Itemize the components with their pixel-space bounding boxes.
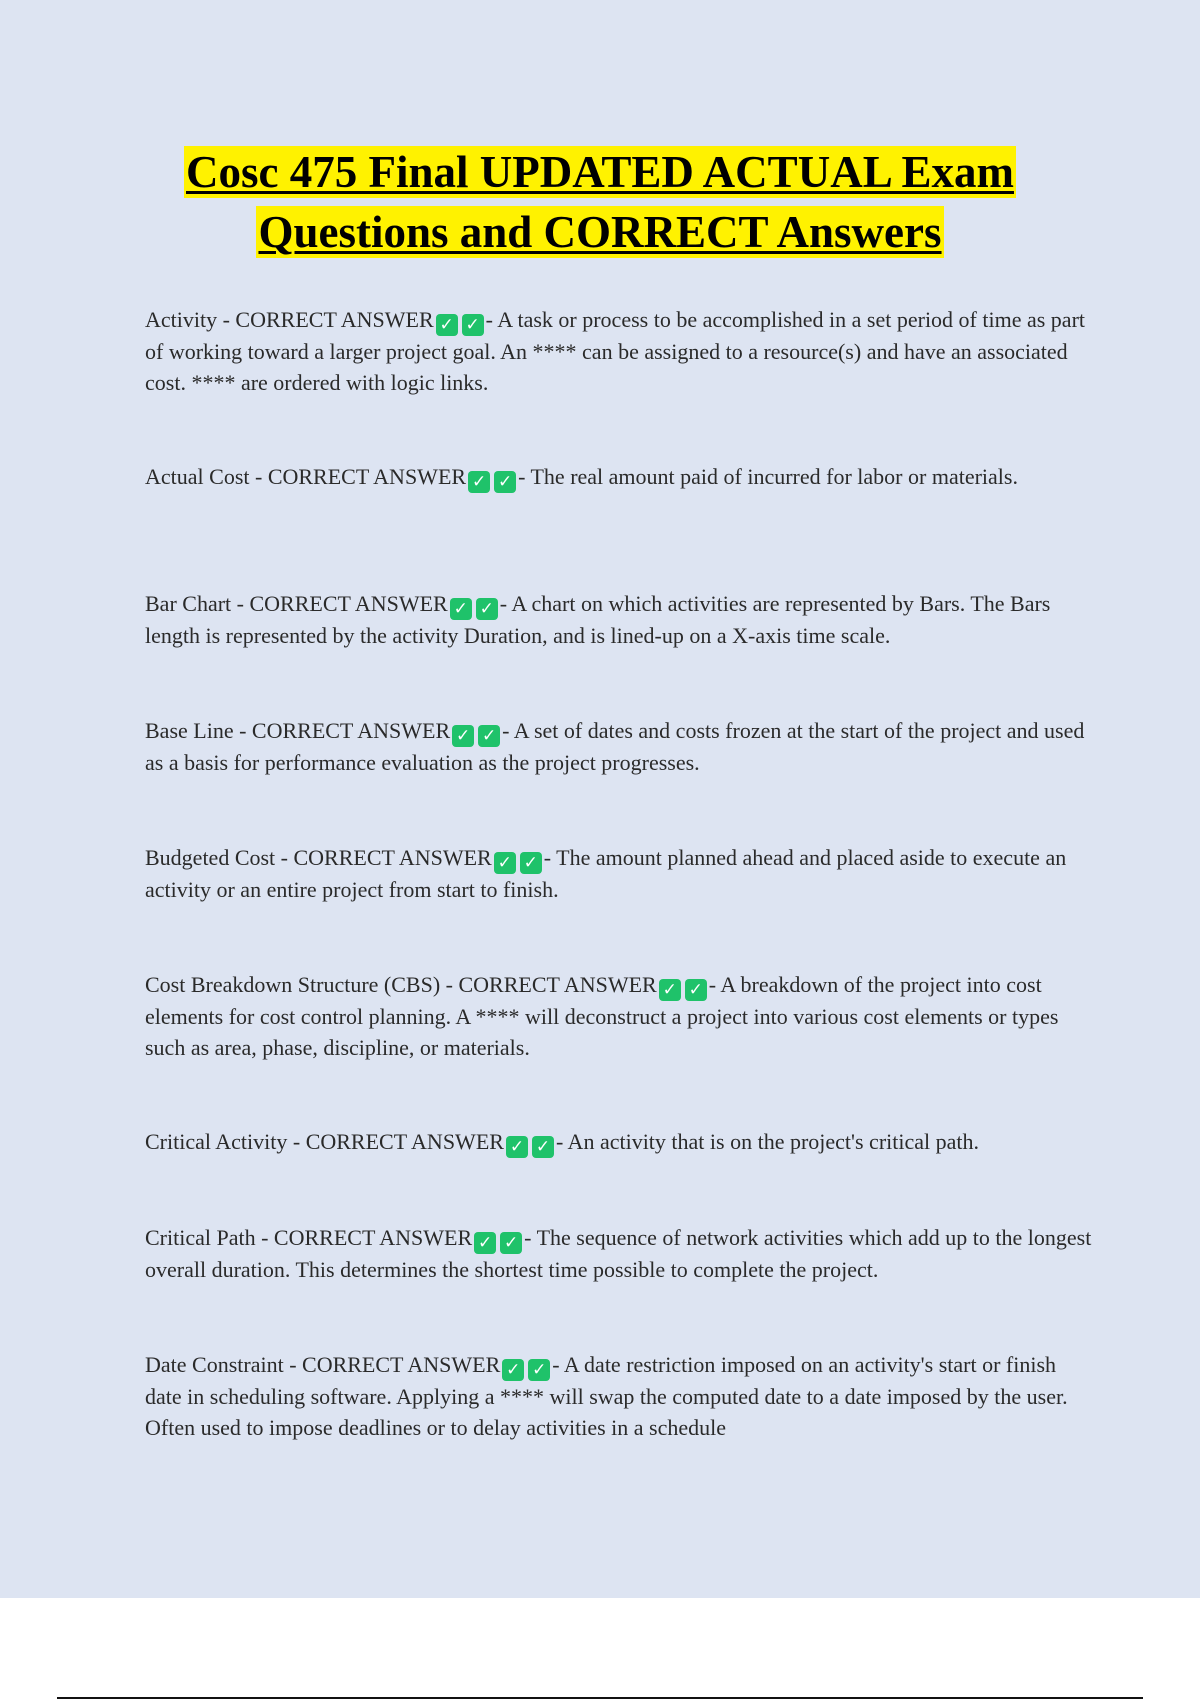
entry-term: Critical Activity - CORRECT ANSWER: [145, 1129, 504, 1154]
qa-entry-actual-cost: [145, 461, 1095, 493]
check-mark-icon: ✓: [659, 979, 681, 1001]
document-title: [0, 146, 1200, 258]
check-mark-icon: ✓: [520, 852, 542, 874]
entry-term: Actual Cost - CORRECT ANSWER: [145, 464, 467, 489]
title-line-1: Cosc 475 Final UPDATED ACTUAL Exam: [186, 147, 1014, 197]
check-mark-icon: ✓: [452, 725, 474, 747]
qa-entry-bar-chart: [145, 588, 1095, 651]
qa-entry-cost-breakdown-structure: [145, 969, 1095, 1063]
check-mark-icon: ✓: [494, 852, 516, 874]
title-line-2: Questions and CORRECT Answers: [258, 207, 942, 257]
qa-entry-critical-path: [145, 1222, 1095, 1285]
entry-term: Activity - CORRECT ANSWER: [145, 307, 434, 332]
qa-entry-base-line: [145, 715, 1095, 778]
entry-term: Date Constraint - CORRECT ANSWER: [145, 1352, 501, 1377]
check-mark-icon: ✓: [532, 1136, 554, 1158]
entry-term: Bar Chart - CORRECT ANSWER: [145, 591, 448, 616]
check-mark-icon: ✓: [450, 598, 472, 620]
check-mark-icon: ✓: [685, 979, 707, 1001]
check-mark-icon: ✓: [462, 314, 484, 336]
check-mark-icon: ✓: [500, 1232, 522, 1254]
check-mark-icon: ✓: [436, 314, 458, 336]
entry-definition: - A task or process to be accomplished in a set period of time as part of working toward a larger project goal. An **** can be assigned to a resource(s) and have an associated cost. **** are ordered with logic links.: [145, 307, 1086, 395]
qa-entry-date-constraint: [145, 1349, 1095, 1443]
qa-entry-critical-activity: [145, 1126, 1095, 1158]
entry-definition: - The sequence of network activities which add up to the longest overall duration. This determines the shortest time possible to complete the project.: [145, 1225, 1092, 1282]
check-mark-icon: ✓: [502, 1359, 524, 1381]
check-mark-icon: ✓: [494, 471, 516, 493]
entry-definition: - A date restriction imposed on an activity's start or finish date in scheduling software. Applying a **** will swap the computed date to a date imposed by the user. Often used to impose deadlines or to delay activities in a schedule: [145, 1352, 1068, 1440]
check-mark-icon: ✓: [528, 1359, 550, 1381]
qa-entry-budgeted-cost: [145, 842, 1095, 905]
entry-definition: - An activity that is on the project's critical path.: [555, 1129, 980, 1154]
qa-entry-activity: [145, 304, 1095, 398]
entry-term: Budgeted Cost - CORRECT ANSWER: [145, 845, 492, 870]
check-mark-icon: ✓: [506, 1136, 528, 1158]
entry-term: Cost Breakdown Structure (CBS) - CORRECT ANSWER: [145, 972, 657, 997]
entry-term: Base Line - CORRECT ANSWER: [145, 718, 451, 743]
check-mark-icon: ✓: [476, 598, 498, 620]
check-mark-icon: ✓: [478, 725, 500, 747]
entry-definition: - A breakdown of the project into cost elements for cost control planning. A **** will deconstruct a project into various cost elements or types such as area, phase, discipline, or materials.: [145, 972, 1059, 1060]
footer-divider: [57, 1697, 1143, 1699]
entry-definition: - The real amount paid of incurred for labor or materials.: [518, 464, 1018, 489]
entry-definition: - The amount planned ahead and placed aside to execute an activity or an entire project from start to finish.: [145, 845, 1067, 902]
entry-term: Critical Path - CORRECT ANSWER: [145, 1225, 473, 1250]
check-mark-icon: ✓: [474, 1232, 496, 1254]
entry-definition: - A chart on which activities are represented by Bars. The Bars length is represented by the activity Duration, and is lined-up on a X-axis time scale.: [145, 591, 1051, 648]
check-mark-icon: ✓: [468, 471, 490, 493]
entry-definition: - A set of dates and costs frozen at the start of the project and used as a basis for performance evaluation as the project progresses.: [145, 718, 1085, 775]
